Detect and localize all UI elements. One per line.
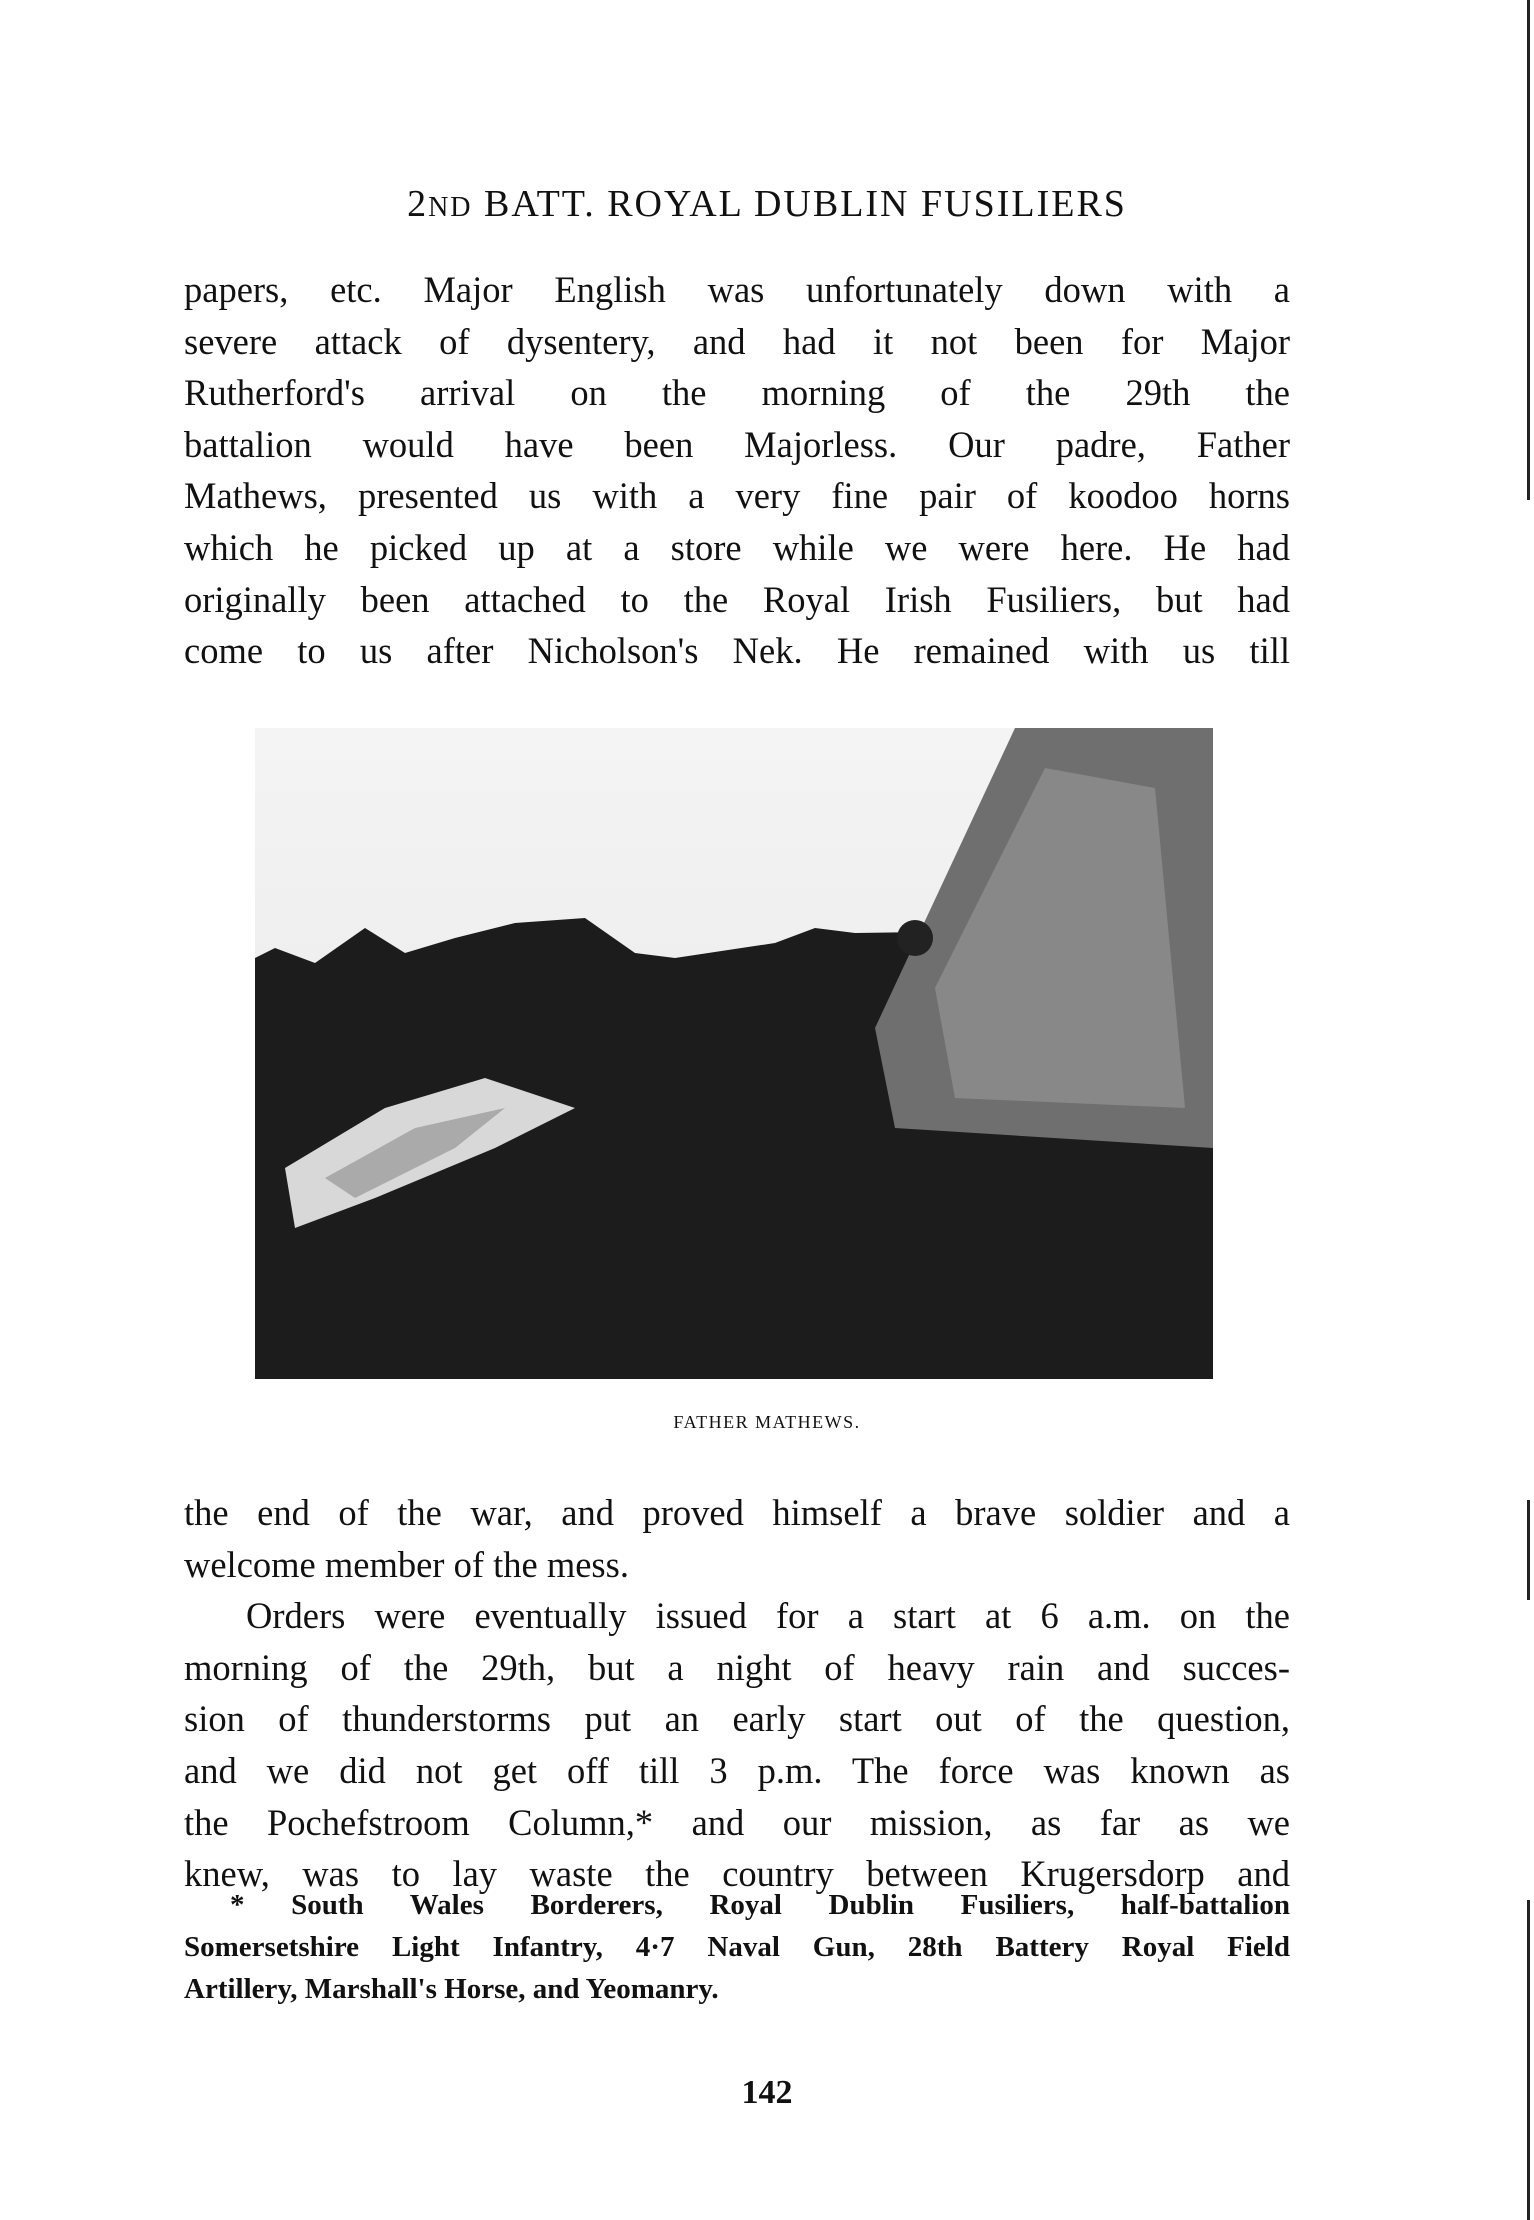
text-line: welcome member of the mess. (184, 1543, 629, 1585)
header-ordinal: 2 (407, 183, 429, 225)
footnote-line: Somersetshire Light Infantry, 4·7 Naval Gun, 28th Battery Royal Field (184, 1931, 1290, 1963)
header-title: BATT. ROYAL DUBLIN FUSILIERS (484, 183, 1127, 225)
scan-edge-line (1527, 0, 1530, 500)
text-line: sion of thunderstorms put an early start out of the question, (184, 1698, 1290, 1740)
footnote (184, 1884, 1290, 2010)
photo-image (255, 728, 1213, 1379)
footnote-line: Artillery, Marshall's Horse, and Yeomanry. (184, 1973, 719, 2005)
photo-caption: FATHER MATHEWS. (673, 1412, 861, 1432)
text-line: Rutherford's arrival on the morning of the 29th the (184, 372, 1290, 414)
text-line: papers, etc. Major English was unfortunately down with a (184, 269, 1290, 310)
text-line: and we did not get off till 3 p.m. The force was known as (184, 1749, 1290, 1791)
text-line: the Pochefstroom Column,* and our mission, as far as we (184, 1801, 1290, 1843)
photograph-father-mathews (255, 728, 1213, 1379)
header-ordinal-suffix: ND (428, 192, 473, 223)
running-header (0, 182, 1534, 226)
paragraph-1-continued (184, 1487, 1290, 1900)
text-line: severe attack of dysentery, and had it not been for Major (184, 320, 1290, 362)
scan-edge-line (1527, 1900, 1530, 2220)
text-line: the end of the war, and proved himself a brave soldier and a (184, 1492, 1290, 1533)
text-line: originally been attached to the Royal Irish Fusiliers, but had (184, 578, 1290, 620)
text-line: knew, was to lay waste the country between Krugersdorp and (184, 1853, 1290, 1895)
page-number: 142 (741, 2074, 793, 2111)
text-line: which he picked up at a store while we were here. He had (184, 526, 1290, 568)
text-line: Orders were eventually issued for a start at 6 a.m. on the (246, 1595, 1290, 1637)
text-line: morning of the 29th, but a night of heavy rain and succes- (184, 1646, 1290, 1688)
text-line: come to us after Nicholson's Nek. He remained with us till (184, 630, 1290, 672)
paragraph-1 (184, 264, 1290, 677)
text-line: Mathews, presented us with a very fine pair of koodoo horns (184, 475, 1290, 517)
text-line: battalion would have been Majorless. Our padre, Father (184, 423, 1290, 465)
scan-edge-line (1527, 1500, 1530, 1600)
footnote-line: * South Wales Borderers, Royal Dublin Fusiliers, half-battalion (230, 1889, 1290, 1921)
